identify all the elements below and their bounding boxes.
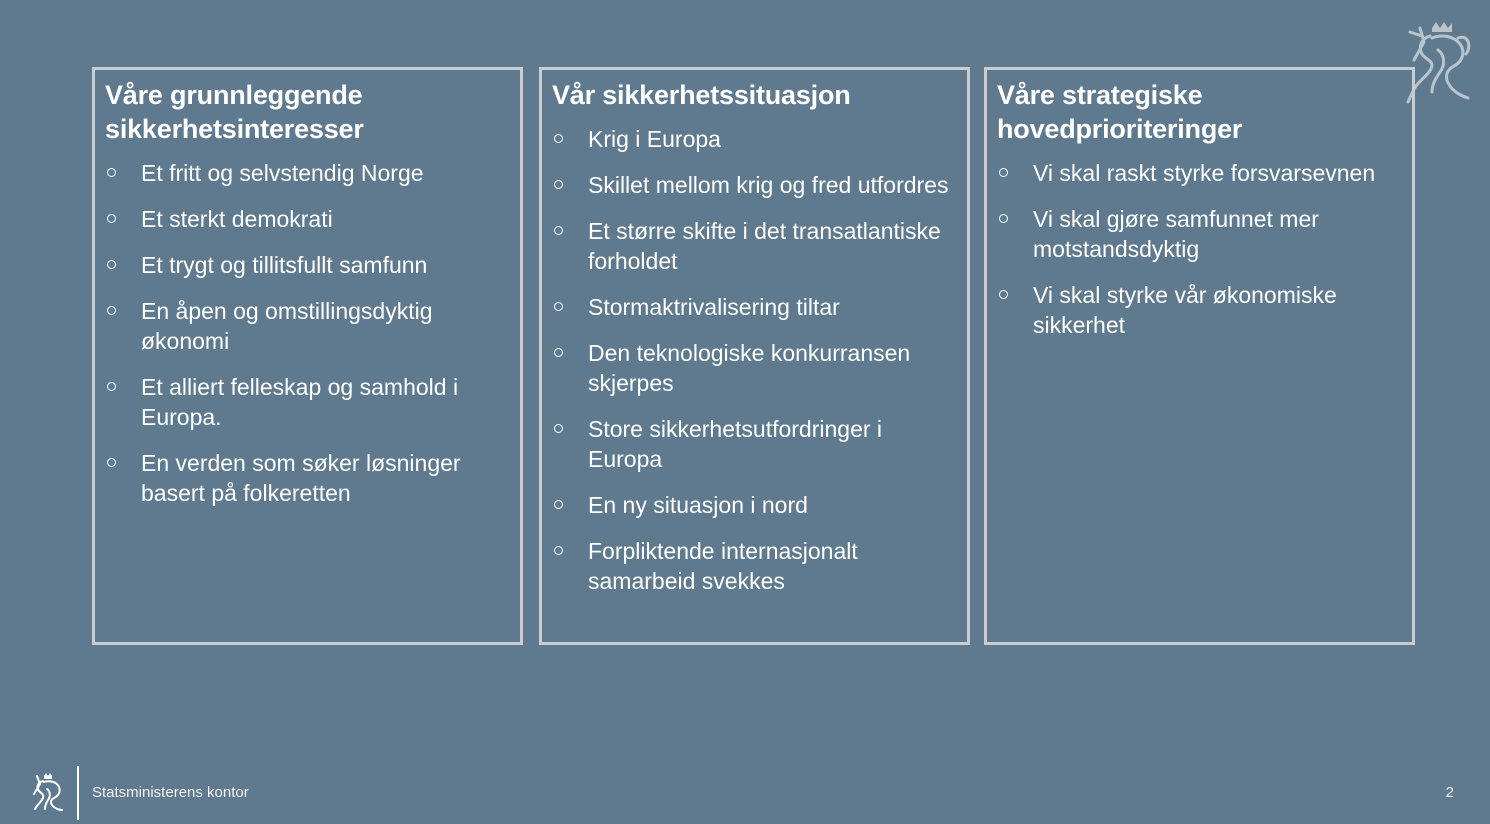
list-item [552, 536, 955, 596]
list-item-text: Store sikkerhetsutfordringer i Europa [588, 416, 883, 472]
hollow-circle-bullet-icon [554, 302, 563, 311]
hollow-circle-bullet-icon [554, 424, 563, 433]
hollow-circle-bullet-icon [999, 290, 1008, 299]
list-item-text: Stormaktrivalisering tiltar [588, 294, 840, 320]
list-item-text: Forpliktende internasjonalt samarbeid svekkes [588, 538, 858, 594]
list-item-text: Et trygt og tillitsfullt samfunn [141, 252, 428, 278]
list-item [552, 338, 955, 398]
list-item [105, 296, 508, 356]
list-item-text: Et større skifte i det transatlantiske forholdet [588, 218, 941, 274]
list-item [105, 204, 508, 234]
list-item [552, 216, 955, 276]
panel-title: Våre grunnleggende sikkerhetsinteresser [105, 80, 364, 144]
list-item-text: Den teknologiske konkurransen skjerpes [588, 340, 911, 396]
list-item [105, 158, 508, 188]
hollow-circle-bullet-icon [107, 260, 116, 269]
hollow-circle-bullet-icon [554, 180, 563, 189]
page-number: 2 [1445, 784, 1454, 801]
norwegian-lion-crest-icon [30, 772, 66, 812]
list-item [552, 414, 955, 474]
footer-organization: Statsministerens kontor [92, 784, 249, 801]
hollow-circle-bullet-icon [999, 168, 1008, 177]
bullet-list [997, 158, 1400, 340]
hollow-circle-bullet-icon [107, 214, 116, 223]
list-item [997, 204, 1400, 264]
hollow-circle-bullet-icon [999, 214, 1008, 223]
hollow-circle-bullet-icon [107, 458, 116, 467]
list-item-text: Vi skal styrke vår økonomiske sikkerhet [1033, 282, 1337, 338]
hollow-circle-bullet-icon [554, 348, 563, 357]
bullet-list [552, 124, 955, 596]
list-item [552, 292, 955, 322]
panel-security-interests [92, 67, 523, 645]
hollow-circle-bullet-icon [554, 226, 563, 235]
list-item [105, 372, 508, 432]
panel-title: Våre strategiske hovedprioriteringer [997, 80, 1243, 144]
list-item-text: Skillet mellom krig og fred utfordres [588, 172, 949, 198]
list-item [997, 158, 1400, 188]
panel-title: Vår sikkerhetssituasjon [552, 80, 851, 110]
footer-divider [77, 766, 79, 820]
list-item [552, 170, 955, 200]
list-item-text: Et alliert felleskap og samhold i Europa. [141, 374, 459, 430]
hollow-circle-bullet-icon [107, 168, 116, 177]
hollow-circle-bullet-icon [107, 306, 116, 315]
list-item-text: En verden som søker løsninger basert på folkeretten [141, 450, 461, 506]
hollow-circle-bullet-icon [107, 382, 116, 391]
list-item-text: Vi skal raskt styrke forsvarsevnen [1033, 160, 1376, 186]
list-item-text: En ny situasjon i nord [588, 492, 808, 518]
list-item-text: Et sterkt demokrati [141, 206, 333, 232]
list-item [105, 250, 508, 280]
list-item-text: Krig i Europa [588, 126, 721, 152]
list-item [552, 124, 955, 154]
bullet-list [105, 158, 508, 508]
list-item [997, 280, 1400, 340]
panel-strategic-priorities [984, 67, 1415, 645]
list-item [105, 448, 508, 508]
list-item [552, 490, 955, 520]
hollow-circle-bullet-icon [554, 500, 563, 509]
hollow-circle-bullet-icon [554, 546, 563, 555]
hollow-circle-bullet-icon [554, 134, 563, 143]
list-item-text: Vi skal gjøre samfunnet mer motstandsdyktig [1033, 206, 1319, 262]
list-item-text: Et fritt og selvstendig Norge [141, 160, 424, 186]
list-item-text: En åpen og omstillingsdyktig økonomi [141, 298, 433, 354]
footer [0, 760, 1490, 824]
panel-security-situation [539, 67, 970, 645]
